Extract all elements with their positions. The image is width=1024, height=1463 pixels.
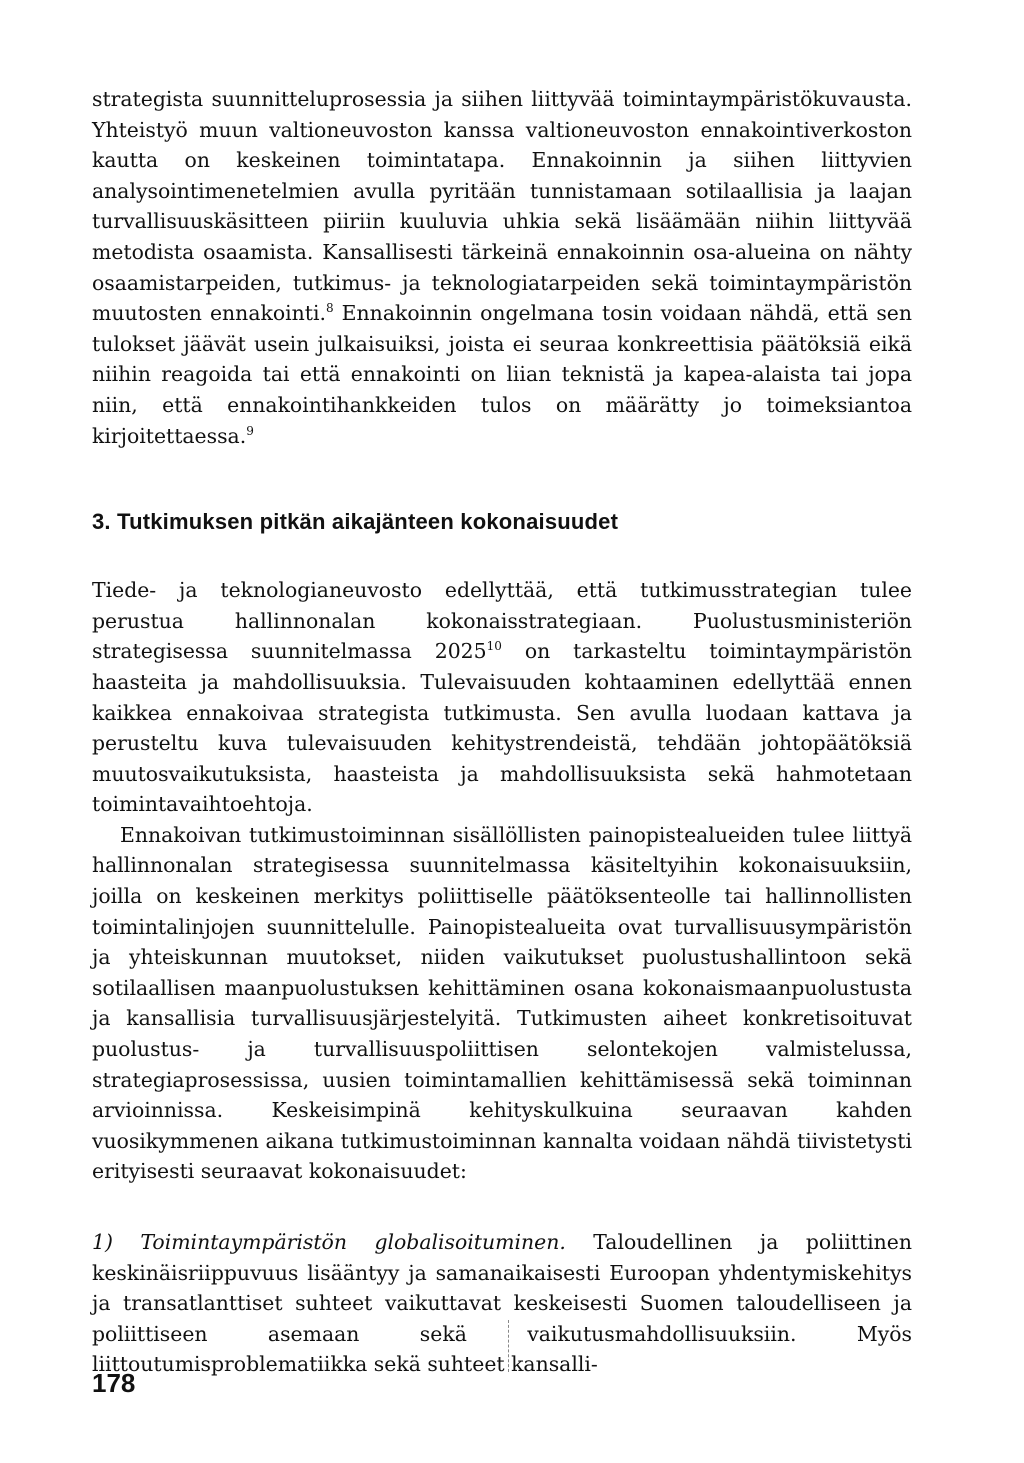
paragraph-focus-areas: Ennakoivan tutkimustoiminnan sisällöllisten painopistealueiden tulee liittyä hallinnonalan strategisessa suunnitelmassa käsiteltyihin kokonaisuuksiin, joilla on keskeinen merkitys poliittiselle päätöksenteolle tai hallinnollisten toimintalinjojen suunnittelulle. Painopistealueita ovat turvallisuusympäristön ja yhteiskunnan muutokset, niiden vaikutukset puolustushallintoon sekä sotilaallisen maanpuolustuksen kehittäminen osana kokonaismaanpuolustusta ja kansallisia turvallisuusjärjestelyitä. Tutkimusten aiheet konkretisoituvat puolustus- ja turvallisuuspoliittisen selontekojen valmistelussa, strategiaprosessissa, uusien toimintamallien kehittämisessä sekä toiminnan arvioinnissa. Keskeisimpinä kehityskulkuina seuraavan kahden vuosikymmenen aikana tutkimustoiminnan kannalta voidaan nähdä tiivistetysti erityisesti seuraavat kokonaisuudet:: [92, 822, 912, 1184]
scan-artifact: [508, 1320, 511, 1372]
footnote-ref-8[interactable]: 8: [325, 301, 334, 316]
list-item-text: Taloudellinen ja poliittinen keskinäisriippuvuus lisääntyy ja samanaikaisesti Euroopan yhdentymiskehitys ja transatlanttiset suhteet vaikuttavat keskeisesti Suomen taloudelliseen ja poliittiseen asemaan sekä vaikutusmahdollisuuksiin. Myös liittoutumisproblematiikka sekä suhteet kansalli-: [92, 1230, 912, 1377]
paragraph-strategy-text-b: on tarkasteltu toimintaympäristön haasteita ja mahdollisuuksia. Tulevaisuuden kohtaaminen edellyttää ennen kaikkea ennakoivaa strategista tutkimusta. Sen avulla luodaan kattava ja perusteltu kuva tulevaisuuden kehitystrendeistä, tehdään johtopäätöksiä muutosvaikutuksista, haasteista ja mahdollisuuksista sekä hahmotetaan toimintavaihtoehtoja.: [92, 639, 912, 817]
paragraph-intro-text-a: strategista suunnitteluprosessia ja siihen liittyvää toimintaympäristökuvausta. Yhteistyö muun valtioneuvoston kanssa valtioneuvoston ennakointiverkoston kautta on keskeinen toimintatapa. Ennakoinnin ja siihen liittyvien analysointimenetelmien avulla pyritään tunnistamaan sotilaallisia ja laajan turvallisuuskäsitteen piiriin kuuluvia uhkia sekä lisäämään niihin liittyvää metodista osaamista. Kansallisesti tärkeinä ennakoinnin osa-alueina on nähty osaamistarpeiden, tutkimus- ja teknologiatarpeiden sekä toimintaympäristön muutosten ennakointi.: [92, 87, 912, 326]
section-heading: 3. Tutkimuksen pitkän aikajänteen kokonaisuudet: [92, 509, 619, 535]
document-page: [92, 84, 912, 1380]
list-item-title: 1) Toimintaympäristön globalisoituminen.: [92, 1230, 566, 1254]
paragraph-strategy-text-a: Tiede- ja teknologianeuvosto edellyttää, että tutkimusstrategian tulee perustua hallinnonalan kokonaisstrategiaan. Puolustusministeriön strategisessa suunnitelmassa 2025: [92, 578, 912, 664]
page-number: 178: [92, 1368, 136, 1398]
paragraph-intro-text-b: Ennakoinnin ongelmana tosin voidaan nähdä, että sen tulokset jäävät usein julkaisuiksi, joista ei seuraa konkreettisia päätöksiä eikä niihin reagoida tai että ennakointi on liian teknistä ja kapea-alaista tai jopa niin, että ennakointihankkeiden tulos on määrätty jo toimeksiantoa kirjoitettaessa.: [92, 301, 913, 448]
paragraph-strategy: [92, 575, 912, 820]
list-item-globalization: [92, 1227, 912, 1380]
paragraph-intro: [92, 84, 912, 451]
footnote-ref-10[interactable]: 10: [486, 639, 502, 654]
footnote-ref-9[interactable]: 9: [246, 423, 254, 438]
